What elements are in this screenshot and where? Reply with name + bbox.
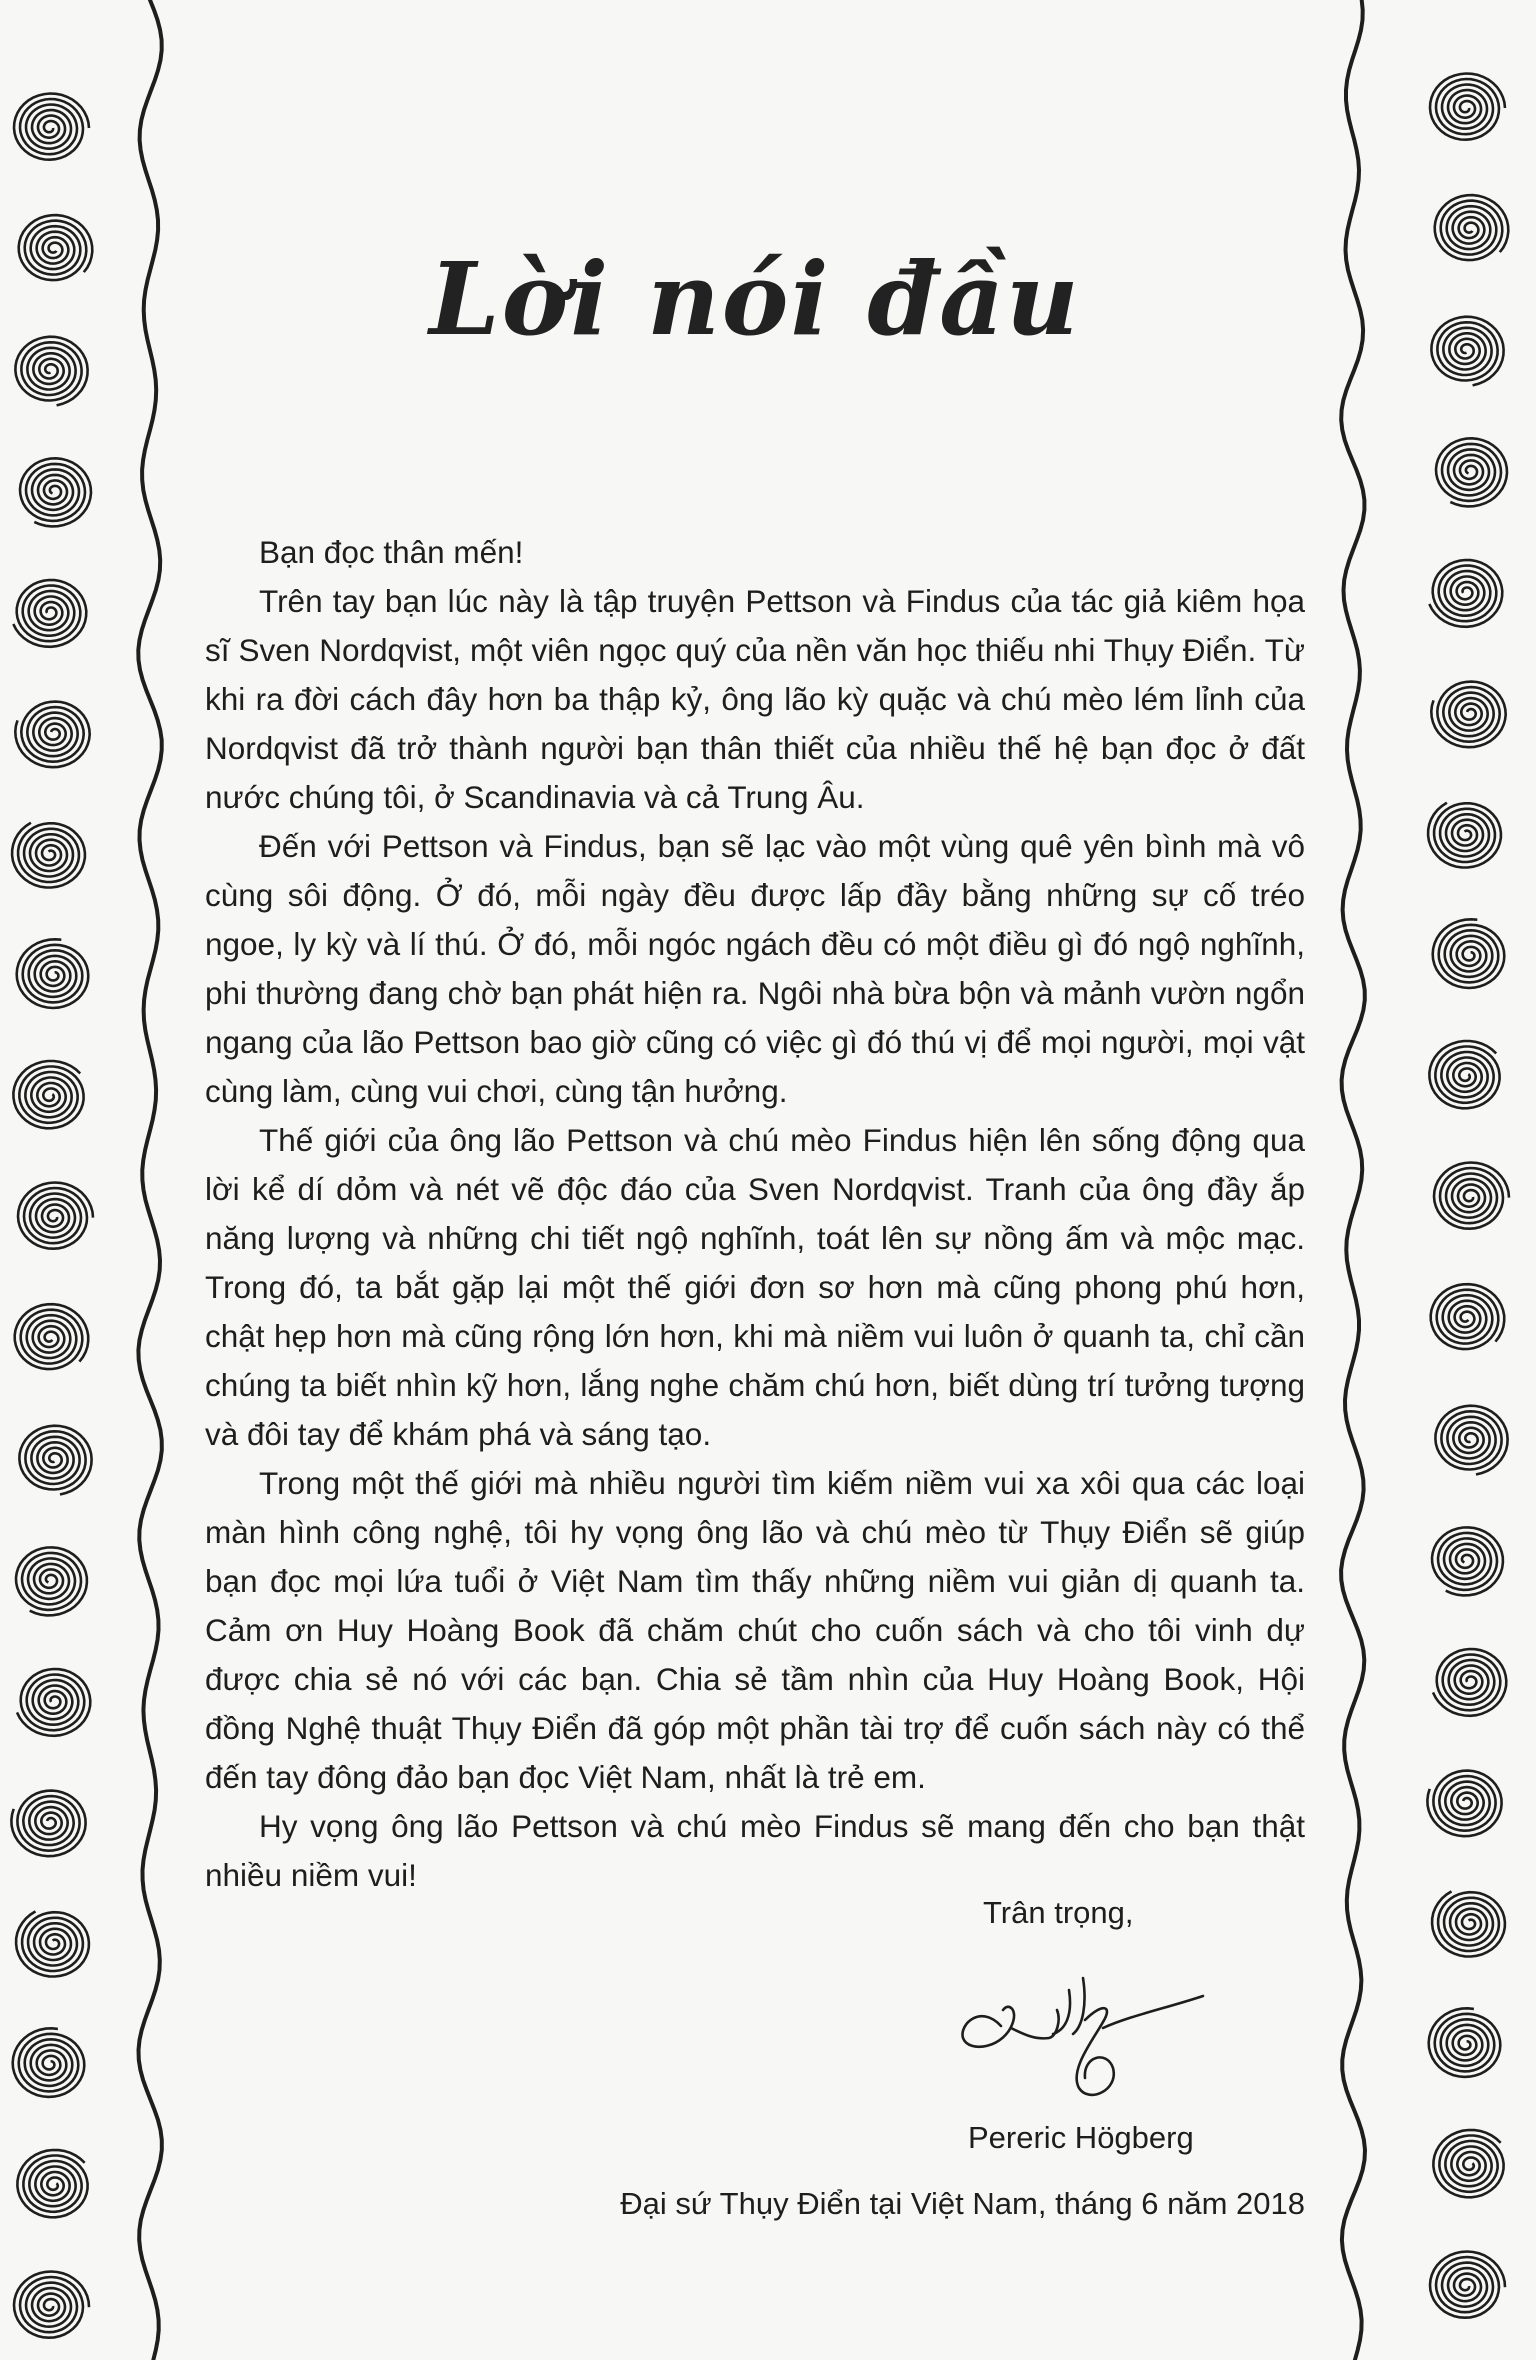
right-spiral-icon [1433, 1649, 1506, 1716]
right-spiral-icon [1436, 438, 1507, 506]
letter-greeting: Bạn đọc thân mến! [259, 534, 524, 570]
letter-body [205, 528, 1305, 1900]
left-spiral-icon [13, 580, 86, 647]
left-spiral-icon [19, 1426, 91, 1495]
left-spiral-icon [14, 94, 89, 160]
left-spiral-icon [15, 1304, 89, 1369]
signer-title-date: Đại sứ Thụy Điển tại Việt Nam, tháng 6 năm 2018 [620, 2186, 1305, 2221]
right-spiral-column [1427, 74, 1509, 2318]
left-spiral-icon [19, 215, 93, 280]
left-spiral-icon [13, 2028, 85, 2097]
left-spiral-icon [17, 2150, 87, 2217]
right-spiral-icon [1429, 1041, 1499, 1108]
letter-paragraph-2: Đến với Pettson và Findus, bạn sẽ lạc vào một vùng quê yên bình mà vô cùng sôi động. Ở đó, mỗi ngày đều được lấp đầy bằng những sự cố tréo ngoe, ly kỳ và lí thú. Ở đó, mỗi ngóc ngách đều có một điều gì đó ngộ nghĩnh, phi thường đang chờ bạn phát hiện ra. Ngôi nhà bừa bộn và mảnh vườn ngổn ngang của lão Pettson bao giờ cũng có việc gì đó thú vị để mọi người, mọi vật cùng làm, cùng vui chơi, cùng tận hưởng. [205, 828, 1305, 1109]
left-spiral-icon [18, 1183, 93, 1249]
left-spiral-icon [15, 702, 89, 768]
left-spiral-icon [12, 823, 85, 888]
left-spiral-icon [16, 1911, 89, 1976]
letter-closing: Trân trọng, [983, 1895, 1134, 1930]
right-spiral-icon [1429, 2008, 1501, 2077]
page-title: Lời nói đầu [429, 240, 1081, 358]
right-spiral-icon [1432, 1891, 1505, 1956]
right-spiral-icon [1434, 1163, 1509, 1229]
right-wavy-border-line [1341, 0, 1365, 2360]
right-spiral-icon [1431, 317, 1503, 386]
right-spiral-icon [1435, 1406, 1507, 1475]
left-spiral-icon [16, 1547, 87, 1615]
letter-paragraph-3: Thế giới của ông lão Pettson và chú mèo Findus hiện lên sống động qua lời kể dí dỏm và nét vẽ độc đáo của Sven Nordqvist. Tranh của ông đầy ắp năng lượng và những chi tiết ngộ nghĩnh, toát lên sự nồng ấm và mộc mạc. Trong đó, ta bắt gặp lại một thế giới đơn sơ hơn mà cũng phong phú hơn, chật hẹp hơn mà cũng rộng lớn hơn, khi mà niềm vui luôn ở quanh ta, chỉ cần chúng ta biết nhìn kỹ hơn, lắng nghe chăm chú hơn, biết dùng trí tưởng tượng và đôi tay để khám phá và sáng tạo. [205, 1122, 1305, 1452]
letter-paragraph-4: Trong một thế giới mà nhiều người tìm kiếm niềm vui xa xôi qua các loại màn hình công nghệ, tôi hy vọng ông lão và chú mèo từ Thụy Điển sẽ giúp bạn đọc mọi lứa tuổi ở Việt Nam tìm thấy những niềm vui giản dị quanh ta. Cảm ơn Huy Hoàng Book đã chăm chút cho cuốn sách và cho tôi vinh dự được chia sẻ nó với các bạn. Chia sẻ tầm nhìn của Huy Hoàng Book, Hội đồng Nghệ thuật Thụy Điển đã góp một phần tài trợ để cuốn sách này có thể đến tay đông đảo bạn đọc Việt Nam, nhất là trẻ em. [205, 1465, 1305, 1795]
left-spiral-icon [11, 1791, 85, 1857]
right-spiral-icon [1435, 195, 1509, 260]
left-spiral-icon [17, 939, 89, 1008]
left-spiral-column [11, 94, 93, 2338]
right-spiral-icon [1433, 919, 1505, 988]
left-spiral-icon [15, 337, 87, 406]
right-spiral-icon [1431, 682, 1505, 748]
left-spiral-icon [14, 2272, 89, 2338]
handwritten-signature-icon [953, 1960, 1213, 2110]
left-wavy-border-line [138, 0, 162, 2360]
right-spiral-icon [1432, 1527, 1503, 1595]
right-spiral-icon [1433, 2130, 1503, 2197]
letter-paragraph-1: Trên tay bạn lúc này là tập truyện Pettson và Findus của tác giả kiêm họa sĩ Sven Nordqvist, một viên ngọc quý của nền văn học thiếu nhi Thụy Điển. Từ khi ra đời cách đây hơn ba thập kỷ, ông lão kỳ quặc và chú mèo lém lỉnh của Nordqvist đã trở thành người bạn thân thiết của nhiều thế hệ bạn đọc ở đất nước chúng tôi, ở Scandinavia và cả Trung Âu. [205, 583, 1305, 815]
right-spiral-icon [1428, 803, 1501, 868]
right-spiral-icon [1430, 2252, 1505, 2318]
right-spiral-icon [1431, 1284, 1505, 1349]
left-spiral-icon [17, 1669, 90, 1736]
left-spiral-icon [20, 458, 91, 526]
right-spiral-icon [1429, 560, 1502, 627]
letter-paragraph-5: Hy vọng ông lão Pettson và chú mèo Findus sẽ mang đến cho bạn thật nhiều niềm vui! [205, 1808, 1305, 1893]
signer-name: Pereric Högberg [968, 2120, 1194, 2155]
left-spiral-icon [13, 1061, 83, 1128]
right-spiral-icon [1430, 74, 1505, 140]
right-spiral-icon [1427, 1771, 1501, 1837]
